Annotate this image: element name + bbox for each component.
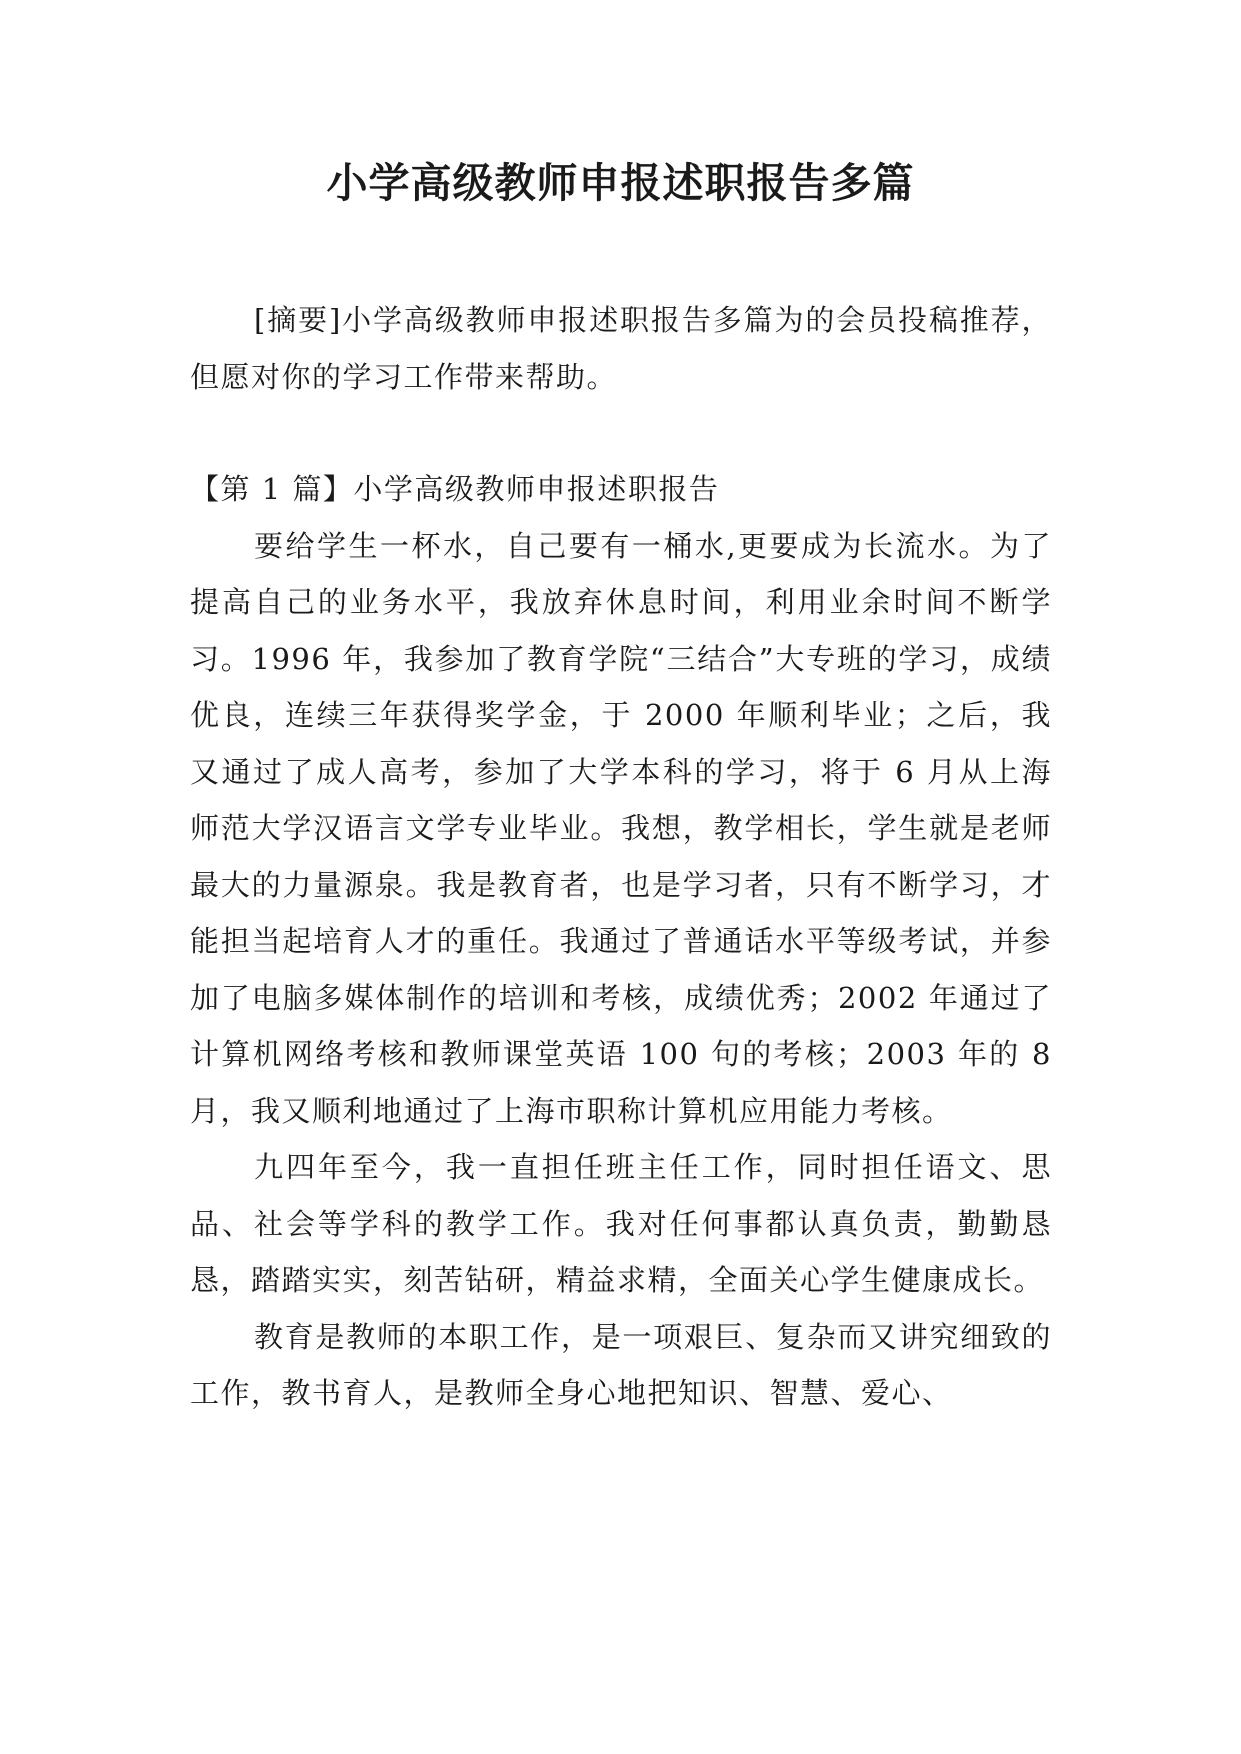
document-title: 小学高级教师申报述职报告多篇 [326,159,915,207]
body-paragraph: 九四年至今，我一直担任班主任工作，同时担任语文、思品、社会等学科的教学工作。我对任何事都认真负责，勤勤恳恳，踏踏实实，刻苦钻研，精益求精，全面关心学生健康成长。 [190,1150,1052,1297]
document-body [190,292,1052,1422]
abstract-paragraph: [摘要]小学高级教师申报述职报告多篇为的会员投稿推荐，但愿对你的学习工作带来帮助。 [190,303,1052,394]
paragraph-spacer [190,405,1052,461]
body-paragraph: 要给学生一杯水，自己要有一桶水,更要成为长流水。为了提高自己的业务水平，我放弃休息时间，利用业余时间不断学习。1996 年，我参加了教育学院“三结合”大专班的学习，成绩优良，连续三年获得奖学金，于 2000 年顺利毕业；之后，我又通过了成人高考，参加了大学本科的学习，将于 6 月从上海师范大学汉语言文学专业毕业。我想，教学相长，学生就是老师最大的力量源泉。我是教育者，也是学习者，只有不断学习，才能担当起培育人才的重任。我通过了普通话水平等级考试，并参加了电脑多媒体制作的培训和考核，成绩优秀；2002 年通过了计算机网络考核和教师课堂英语 100 句的考核；2003 年的 8 月，我又顺利地通过了上海市职称计算机应用能力考核。 [190,528,1052,1128]
body-paragraph: 教育是教师的本职工作，是一项艰巨、复杂而又讲究细致的工作，教书育人，是教师全身心地把知识、智慧、爱心、 [190,1319,1052,1410]
section-heading: 【第 1 篇】小学高级教师申报述职报告 [190,472,720,506]
